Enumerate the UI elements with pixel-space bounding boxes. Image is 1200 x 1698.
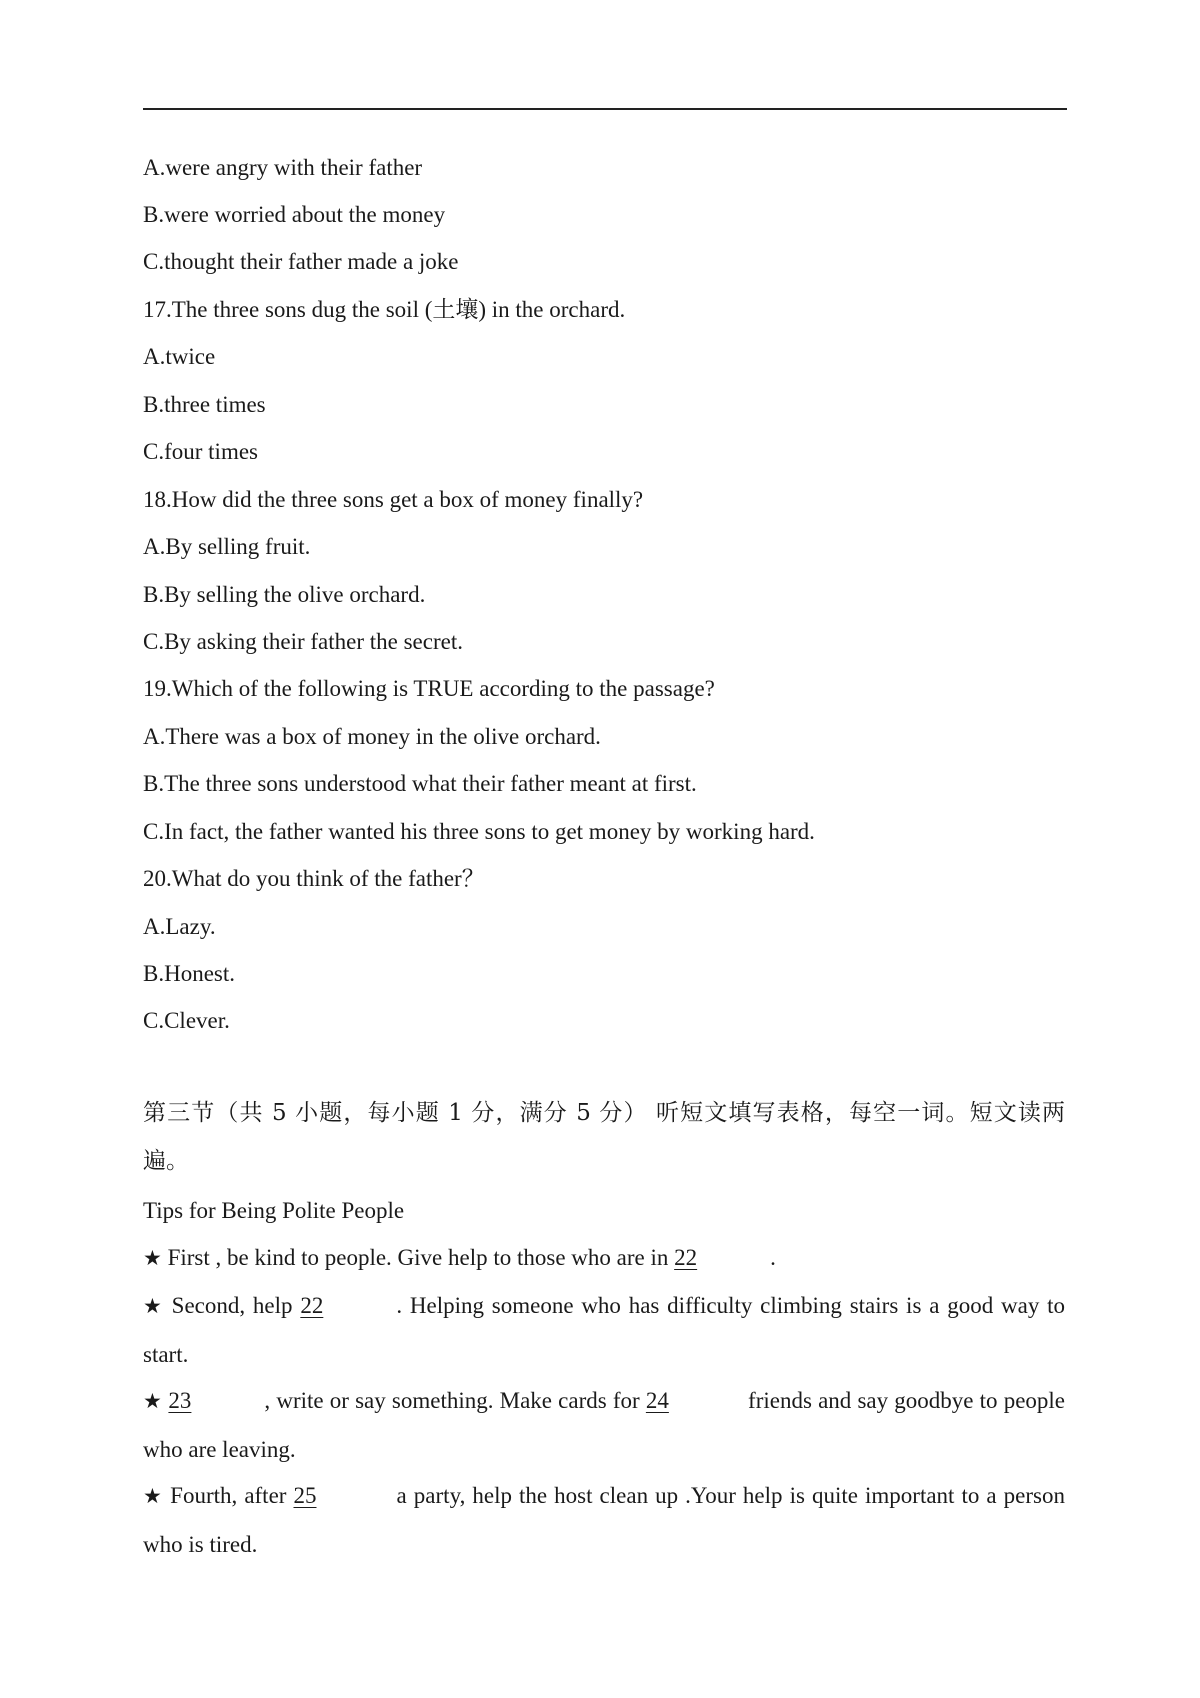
header-rule <box>143 108 1067 110</box>
tip-3-text-after: friends and say goodbye to people who are leaving. <box>143 1388 1066 1462</box>
q19-question: 19.Which of the following is TRUE according to the passage? <box>143 676 715 701</box>
tip-1-text-after: . <box>770 1245 776 1270</box>
tip-2 <box>143 1282 1065 1378</box>
tip-2-text-after: . Helping someone who has difficulty climbing stairs is a good way to start. <box>143 1293 1066 1367</box>
q20-question: 20.What do you think of the father？ <box>143 866 485 891</box>
q20-option-a: A.Lazy. <box>143 914 216 939</box>
q17-question: 17.The three sons dug the soil (土壤) in the orchard. <box>143 297 626 322</box>
q19-option-c: C.In fact, the father wanted his three sons to get money by working hard. <box>143 819 815 844</box>
q18-option-a: A.By selling fruit. <box>143 534 311 559</box>
tip-1-text-before: First , be kind to people. Give help to those who are in <box>161 1245 675 1270</box>
tip-4-text-before: Fourth, after <box>163 1483 294 1508</box>
star-icon: ★ <box>143 1389 163 1413</box>
q18-option-c: C.By asking their father the secret. <box>143 629 463 654</box>
q16-option-a: A.were angry with their father <box>143 155 423 180</box>
q19-option-a: A.There was a box of money in the olive orchard. <box>143 724 601 749</box>
q16-option-b: B.were worried about the money <box>143 202 446 227</box>
q18-question: 18.How did the three sons get a box of money finally? <box>143 487 644 512</box>
q16-option-c: C.thought their father made a joke <box>143 249 459 274</box>
q20-option-b: B.Honest. <box>143 961 235 986</box>
tip-4-text-after: a party, help the host clean up .Your help is quite important to a person who is tired. <box>143 1483 1065 1557</box>
star-icon: ★ <box>143 1246 162 1270</box>
q17-option-c: C.four times <box>143 439 258 464</box>
q20-option-c: C.Clever. <box>143 1008 230 1033</box>
star-icon: ★ <box>143 1294 164 1318</box>
q19-option-b: B.The three sons understood what their father meant at first. <box>143 771 697 796</box>
section3-instruction: 第三节（共 5 小题，每小题 1 分，满分 5 分） 听短文填写表格，每空一词。短文读两遍。 <box>143 1100 1065 1174</box>
q18-option-b: B.By selling the olive orchard. <box>143 582 426 607</box>
star-icon: ★ <box>143 1484 164 1508</box>
blank-22b: 22 <box>300 1293 324 1318</box>
tip-2-text-before: Second, help <box>163 1293 301 1318</box>
blank-25: 25 <box>293 1483 317 1508</box>
blank-24: 24 <box>645 1388 669 1413</box>
tip-1 <box>143 1234 1065 1283</box>
tip-3-text-middle: , write or say something. Make cards for <box>264 1388 646 1413</box>
section3-title: Tips for Being Polite People <box>143 1198 405 1223</box>
blank-23: 23 <box>168 1388 192 1413</box>
tip-4 <box>143 1472 1065 1568</box>
q17-option-a: A.twice <box>143 344 216 369</box>
tip-3 <box>143 1377 1065 1473</box>
q17-option-b: B.three times <box>143 392 266 417</box>
blank-22a: 22 <box>674 1245 698 1270</box>
